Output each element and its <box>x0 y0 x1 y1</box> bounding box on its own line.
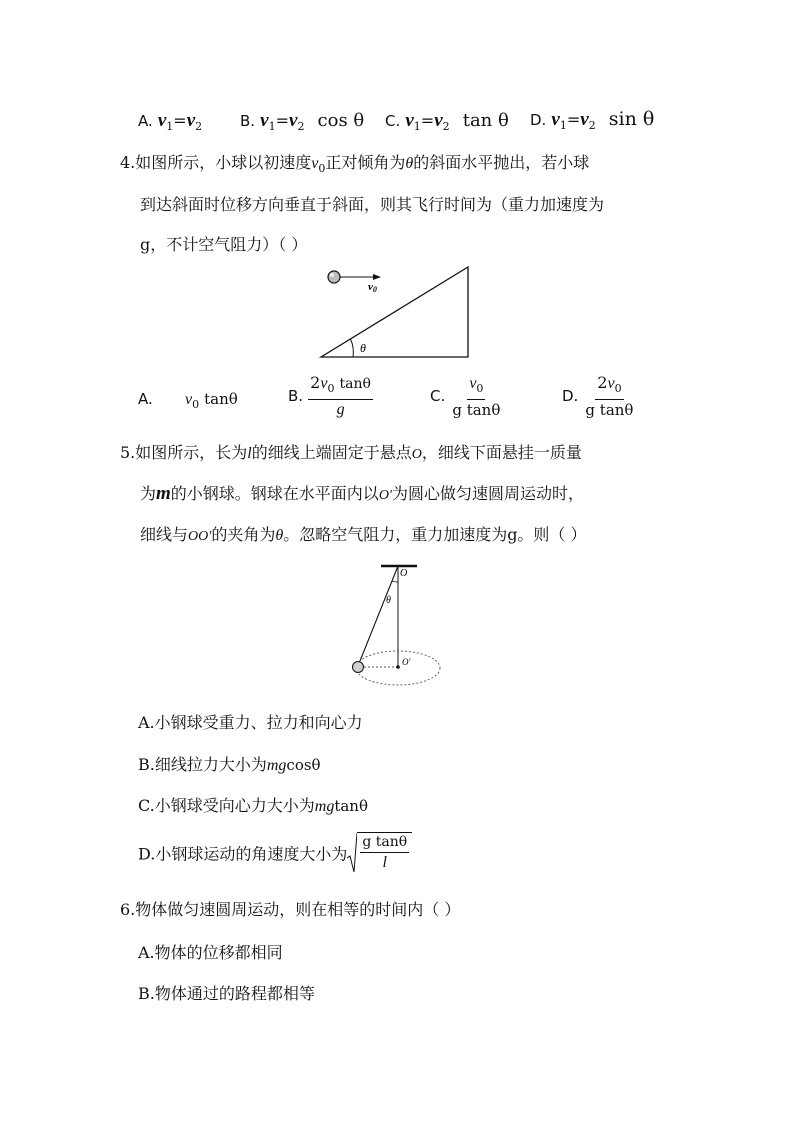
math-var: v <box>405 110 414 131</box>
option-text: D.小钢球运动的角速度大小为 <box>138 844 348 864</box>
equals-sign: = <box>420 111 435 130</box>
ball-icon <box>328 271 340 283</box>
denominator: g tanθ <box>585 401 634 420</box>
q3-option-d <box>530 108 654 132</box>
angle-arc <box>392 581 398 582</box>
incline-triangle <box>321 267 468 357</box>
velocity-arrow-head <box>373 274 381 280</box>
q5-stem-line1 <box>120 440 582 463</box>
denominator: g <box>336 401 345 419</box>
option-label: B. <box>288 387 304 406</box>
stem-text: 。忽略空气阻力，重力加速度为g。则（ ） <box>283 525 587 544</box>
denominator: g tanθ <box>452 401 501 420</box>
q5-option-b <box>138 752 321 775</box>
equals-sign: = <box>275 111 289 130</box>
fraction <box>360 833 409 874</box>
q5-pendulum-figure <box>340 560 450 692</box>
equals-sign: = <box>566 110 581 129</box>
stem-text: 的夹角为 <box>211 525 276 544</box>
q6-option-b: B.物体通过的路程都相等 <box>138 984 315 1003</box>
velocity-label: v0 <box>368 281 377 294</box>
math-var: mg <box>314 798 335 815</box>
q4-option-d <box>562 374 635 419</box>
fraction <box>308 374 373 419</box>
q5-stem-line3 <box>140 522 587 545</box>
q4-option-a <box>138 389 238 411</box>
subscript: 2 <box>297 120 305 134</box>
subscript: 2 <box>442 120 450 134</box>
q5-option-a: A.小钢球受重力、拉力和向心力 <box>138 713 363 732</box>
option-text: C.小钢球受向心力大小为 <box>138 796 315 815</box>
trig-function: tanθ <box>204 390 238 408</box>
option-label: B. <box>240 112 256 130</box>
math-var: v <box>186 110 196 131</box>
angle-label: θ <box>360 341 366 355</box>
q3-option-a <box>138 110 202 133</box>
q5-option-c <box>138 793 368 816</box>
point-o-prime-label: O′ <box>402 657 411 667</box>
subscript: 0 <box>318 162 326 176</box>
math-var: m <box>156 483 171 504</box>
numerator: $v_0$ <box>467 374 485 400</box>
stem-text: 的斜面水平抛出，若小球 <box>413 153 590 172</box>
trig-function: sin θ <box>608 108 655 130</box>
math-var: θ <box>405 155 414 172</box>
math-var: v <box>434 110 443 131</box>
math-var: v <box>289 110 298 131</box>
option-label: D. <box>562 387 579 406</box>
q6-option-a: A.物体的位移都相同 <box>138 943 283 962</box>
option-label: D. <box>530 111 547 129</box>
math-var: l <box>247 445 252 462</box>
fraction <box>450 374 502 419</box>
option-label: A. <box>138 112 153 130</box>
math-var: θ <box>275 527 284 544</box>
numerator: $2v_0$ <box>595 374 623 400</box>
fraction <box>583 374 635 419</box>
math-var: v <box>551 109 560 130</box>
q4-incline-figure <box>310 262 480 362</box>
theta-label: θ <box>386 595 391 606</box>
radical-sign-icon <box>347 832 357 874</box>
numerator: g tanθ <box>360 833 409 853</box>
trig-function: cos θ <box>317 110 365 131</box>
trig-function: tan θ <box>462 110 509 131</box>
math-var: v <box>311 155 319 172</box>
equals-sign: = <box>173 111 187 130</box>
ball-highlight <box>330 273 334 277</box>
q5-option-d <box>138 832 412 874</box>
option-label: C. <box>430 387 446 406</box>
q4-option-b <box>288 374 373 419</box>
math-var: v <box>260 110 269 131</box>
stem-text: 为圆心做匀速圆周运动时， <box>392 484 585 503</box>
option-text: B.细线拉力大小为 <box>138 755 267 774</box>
option-label: A. <box>138 390 153 408</box>
subscript: 2 <box>195 120 203 134</box>
angle-arc <box>351 339 354 357</box>
q4-stem-line3: g，不计空气阻力）（ ） <box>140 235 308 254</box>
stem-text: 5.如图所示，长为 <box>120 443 248 462</box>
denominator: l <box>382 854 387 871</box>
stem-text: 的细线上端固定于悬点 <box>251 443 412 462</box>
point-o-label: O <box>400 568 408 579</box>
subscript: 1 <box>166 120 174 134</box>
math-var: OO′ <box>188 529 212 544</box>
stem-text: 的小钢球。钢球在水平面内以 <box>170 484 379 503</box>
q3-option-c <box>385 110 509 133</box>
q6-stem: 6.物体做匀速圆周运动，则在相等的时间内（ ） <box>120 900 461 919</box>
math-var: v <box>157 110 167 131</box>
math-var: O <box>411 447 422 462</box>
math-var: O′ <box>378 488 392 503</box>
trig-function: cosθ <box>286 756 321 774</box>
q3-option-b <box>240 110 364 133</box>
q4-stem-line2: 到达斜面时位移方向垂直于斜面，则其飞行时间为（重力加速度为 <box>140 195 605 214</box>
numerator: $2v_0$ tanθ <box>308 374 373 400</box>
stem-text: 细线与 <box>140 525 189 544</box>
trig-function: tanθ <box>334 797 368 815</box>
steel-ball-icon <box>353 662 364 673</box>
subscript: 0 <box>192 398 200 412</box>
subscript: 1 <box>268 120 276 134</box>
q4-stem-line1 <box>120 150 589 175</box>
math-var: v <box>580 109 589 130</box>
subscript: 1 <box>413 120 421 134</box>
stem-text: 为 <box>140 484 157 503</box>
math-var: mg <box>266 757 287 774</box>
subscript: 2 <box>588 119 596 133</box>
stem-text: ，细线下面悬挂一质量 <box>421 443 582 462</box>
subscript: 1 <box>559 119 567 133</box>
q4-option-c <box>430 374 502 419</box>
center-point <box>396 665 400 669</box>
math-var: v <box>184 391 193 408</box>
stem-text: 正对倾角为 <box>325 153 406 172</box>
square-root <box>347 832 412 874</box>
stem-text: 4.如图所示，小球以初速度 <box>120 153 312 172</box>
q5-stem-line2 <box>140 481 584 505</box>
option-label: C. <box>385 112 401 130</box>
